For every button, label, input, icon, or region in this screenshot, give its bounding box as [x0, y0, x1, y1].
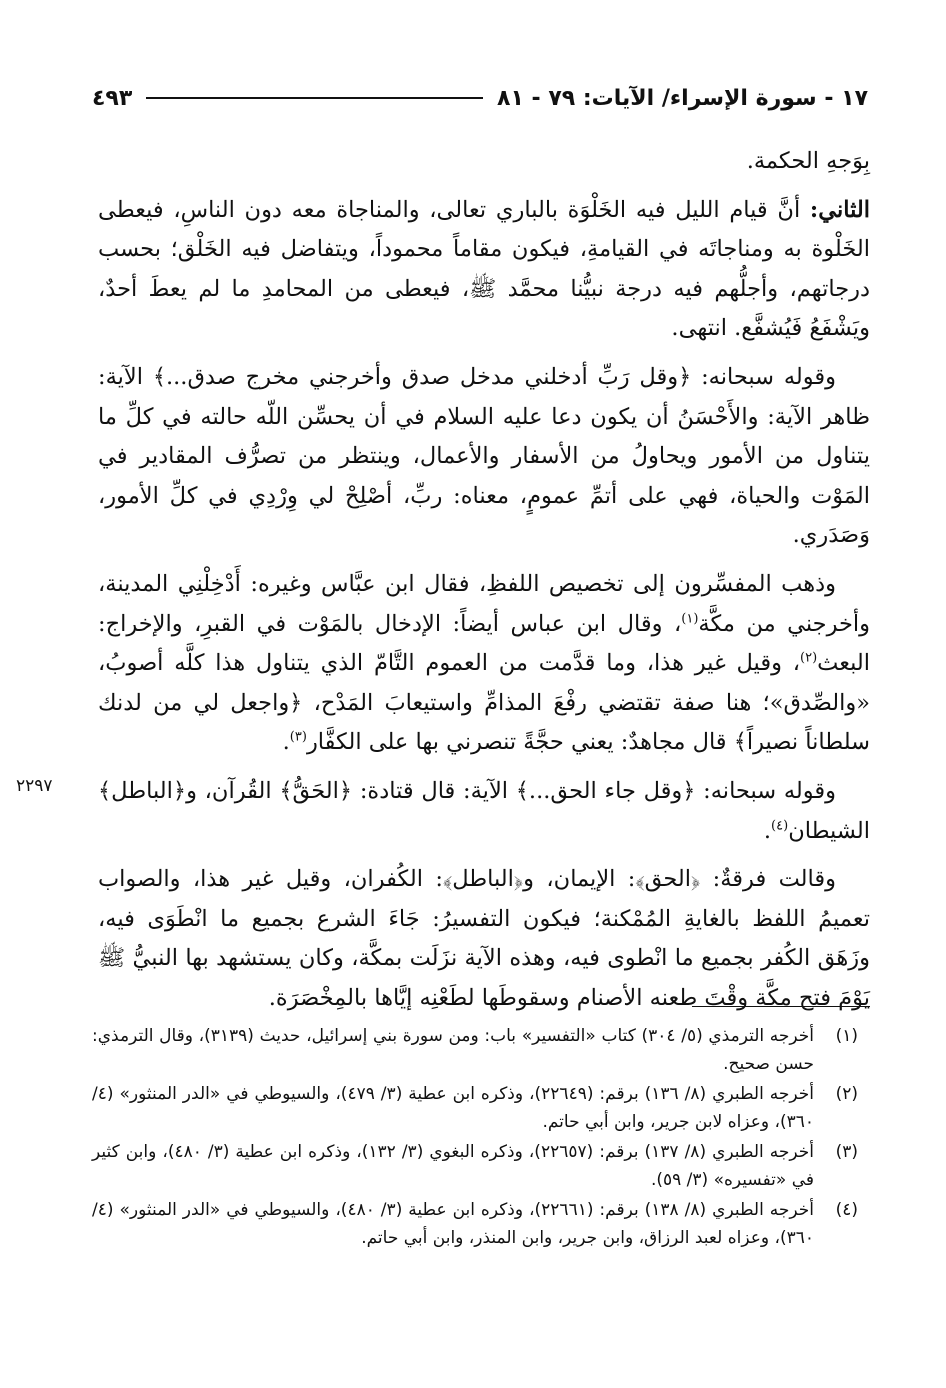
footnote-item	[92, 1196, 858, 1252]
footnote-separator	[692, 1006, 870, 1007]
paragraph-text: أنَّ قيام الليل فيه الخَلْوَة بالباري تعالى، والمناجاة معه دون الناسِ، فيعطى الخَلْوة به ومناجاتَه في القيامةِ، فيكون مقاماً محموداً، ويتفاضل فيه الخَلْق؛ بحسب درجاتهم، وأجلُّهم فيه درجة نبيُّنا محمَّد ﷺ، فيعطى من المحامدِ ما لم يعطَ أحدٌ، ويَشْفَعُ فَيُشفَّع. انتهى.	[98, 196, 870, 342]
paragraph-text: .	[282, 729, 290, 756]
main-text	[98, 142, 870, 1018]
footnote-item	[92, 1080, 858, 1136]
page-number: ٤٩٣	[92, 85, 133, 111]
paragraph-truth-verse	[98, 772, 870, 851]
footnote-number: (١)	[835, 1026, 858, 1046]
paragraph-commentators	[98, 565, 870, 763]
footnotes	[92, 1022, 858, 1254]
footnote-ref[interactable]: (١)	[681, 611, 699, 627]
footnote-number: (٤)	[835, 1200, 858, 1220]
running-header	[92, 78, 868, 118]
footnote-number: (٣)	[835, 1142, 858, 1162]
paragraph-text: ، وقيل غير هذا، وما قدَّمت من العموم التَّامّ الذي يتناول هذا كلَّه أصوبُ، «والصِّدق»؛ هنا صفة تقتضي رفْعَ المذامِّ واستيعابَ المَدْح، ﴿واجعل لي من لدنك سلطاناً نصيراً﴾ قال مجاهدٌ: يعني حجَّةً تنصرني بها على الكفَّار	[98, 650, 870, 756]
footnote-text: أخرجه الترمذي (٥/ ٣٠٤) كتاب «التفسير» باب: ومن سورة بني إسرائيل، حديث (٣١٣٩)، وقال الترمذي: حسن صحيح.	[92, 1026, 814, 1074]
footnote-item	[92, 1138, 858, 1194]
footnote-text: أخرجه الطبري (٨/ ١٣٨) برقم: (٢٢٦٦١)، وذكره ابن عطية (٣/ ٤٨٠)، والسيوطي في «الدر المنثور» (٤/ ٣٦٠)، وعزاه لعبد الرزاق، وابن جرير، وابن المنذر، وابن أبي حاتم.	[92, 1200, 814, 1248]
footnote-text: أخرجه الطبري (٨/ ١٣٧) برقم: (٢٢٦٥٧)، وذكره البغوي (٣/ ١٣٢)، وذكره ابن عطية (٣/ ٤٨٠)، وابن كثير في «تفسيره» (٣/ ٥٩).	[92, 1142, 814, 1190]
sura-verse-range: ١٧ - سورة الإسراء/ الآيات: ٧٩ - ٨١	[497, 85, 868, 111]
paragraph-second-point	[98, 191, 870, 349]
footnote-text: أخرجه الطبري (٨/ ١٣٦) برقم: (٢٢٦٤٩)، وذكره ابن عطية (٣/ ٤٧٩)، والسيوطي في «الدر المنثور» (٤/ ٣٦٠)، وعزاه لابن جرير، وابن أبي حاتم.	[92, 1084, 814, 1132]
footnote-number: (٢)	[835, 1084, 858, 1104]
margin-reference-number: ٢٢٩٧	[16, 776, 53, 796]
paragraph-verse-exegesis	[98, 358, 870, 556]
footnote-ref[interactable]: (٤)	[771, 818, 789, 833]
paragraph-text: وقوله سبحانه: ﴿وقل رَبِّ أدخلني مدخل صدق وأخرجني مخرج صدق...﴾ الآية: ظاهر الآية: والأَحْسَنُ أن يكون دعا عليه السلام في أن يحسِّن اللّه حالته في كلِّ ما يتناول من الأمور ويحاولُ من الأسفار والأعمال، وينتظر من تصرُّف المقادير في المَوْت والحياة، فهي على أتمِّ عمومٍ، معناه: ربِّ، أصْلِحْ لي وِرْدِي في كلِّ الأمور، وَصَدَري.	[98, 363, 870, 549]
footnote-ref[interactable]: (٣)	[289, 729, 307, 745]
paragraph-text: وقالت فرقةٌ: ﴿الحق﴾: الإيمان، و﴿الباطل﴾: الكُفران، وقيل غير هذا، والصواب تعميمُ اللفظ بالغايةِ المُمْكنة؛ فيكون التفسيرُ: جَاءَ الشرع بجميع ما انْطَوَى فيه، وزَهَق الكُفر بجميع ما انْطوى فيه، وهذه الآية نزَلَت بمكَّة، وكان يستشهد بها النبيُّ ﷺ يَوْمَ فتح مكَّة وقْتَ طعنه الأصنام وسقوطَها لطَعْنِه إيَّاها بالمِخْصَرَة.	[98, 866, 870, 1011]
paragraph-group-view	[98, 860, 870, 1018]
paragraph-text: وذهب المفسِّرون إلى تخصيص اللفظِ، فقال ابن عبَّاس وغيره: أَدْخِلْنِي المدينة، وأخرجني من مكَّة	[98, 570, 871, 637]
paragraph-text: بِوَجهِ الحكمة.	[746, 148, 870, 174]
paragraph-text: .	[763, 817, 772, 844]
paragraph-lead: الثاني:	[809, 196, 870, 223]
paragraph-text: وقوله سبحانه: ﴿وقل جاء الحق...﴾ الآية: قال قتادة: ﴿الحَقُّ﴾ القُرآن، و﴿الباطل﴾ الشيطان	[98, 777, 870, 844]
paragraph-continuation	[98, 142, 870, 182]
footnote-ref[interactable]: (٢)	[800, 650, 818, 666]
paragraph-text: ، وقال ابن عباس أيضاً: الإدخال بالمَوْت في القبرِ، والإخراج: البعث	[98, 610, 870, 677]
header-rule	[146, 97, 483, 99]
footnote-item	[92, 1022, 858, 1078]
